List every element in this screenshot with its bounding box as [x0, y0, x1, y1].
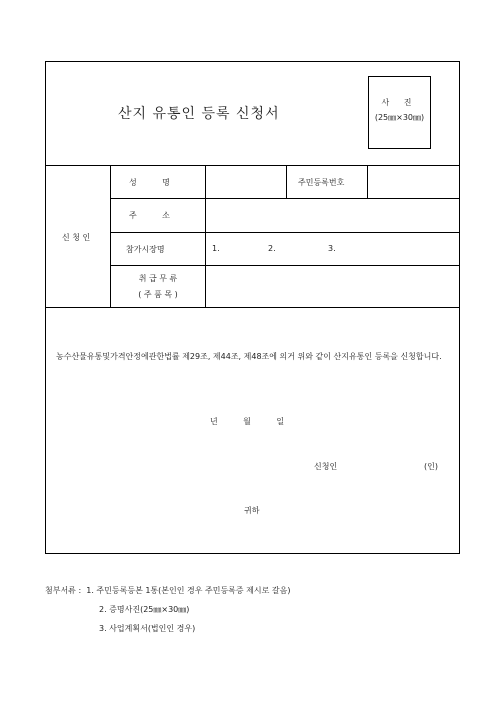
- attachments-section: [45, 581, 291, 638]
- table-bottom-line: [46, 307, 459, 308]
- col-line-3: [286, 165, 287, 198]
- market-label: 참가시장명: [126, 245, 165, 254]
- market-value-3: 3.: [328, 244, 336, 253]
- applicant-signature-label: 신청인: [314, 462, 338, 471]
- row-line-1: [110, 198, 459, 199]
- table-top-line: [46, 165, 459, 166]
- row-line-3: [110, 265, 459, 266]
- applicant-label: 신 청 인: [62, 233, 91, 242]
- attachment-item: 첨부서류 : 1. 주민등록등본 1통(본인인 경우 주민등록증 제시로 갈음): [45, 586, 291, 595]
- items-label-line1: 취 급 무 류: [138, 274, 178, 283]
- photo-label: 사 진: [381, 98, 418, 107]
- market-value-1: 1.: [212, 244, 220, 253]
- row-line-2: [110, 232, 459, 233]
- address-label: 주 소: [129, 211, 170, 220]
- seal-mark: (인): [424, 462, 438, 471]
- col-line-1: [110, 165, 111, 307]
- attachment-item: 2. 증명사진(25㎜×30㎜): [99, 605, 190, 614]
- items-label-line2: ( 주 품 목 ): [138, 290, 178, 299]
- application-statement: 농수산물유통및가격안정에관한법률 제29조, 제44조, 제48조에 의거 위와 같이 산지유통인 등록을 신청합니다.: [56, 352, 442, 361]
- col-line-4: [367, 165, 368, 198]
- attachments-label: 첨부서류 :: [45, 586, 82, 595]
- attachment-item: 3. 사업계획서(법인인 경우): [99, 624, 196, 633]
- photo-size: (25㎜×30㎜): [374, 113, 425, 122]
- recipient-label: 귀하: [244, 506, 260, 515]
- form-title: 산지 유통인 등록 신청서: [118, 106, 280, 122]
- date-line: 년 월 일: [210, 417, 285, 426]
- photo-box: [368, 76, 431, 149]
- name-label: 성 명: [129, 178, 170, 187]
- market-value-2: 2.: [268, 244, 276, 253]
- col-line-2: [205, 165, 206, 307]
- resident-id-label: 주민등록번호: [298, 178, 345, 187]
